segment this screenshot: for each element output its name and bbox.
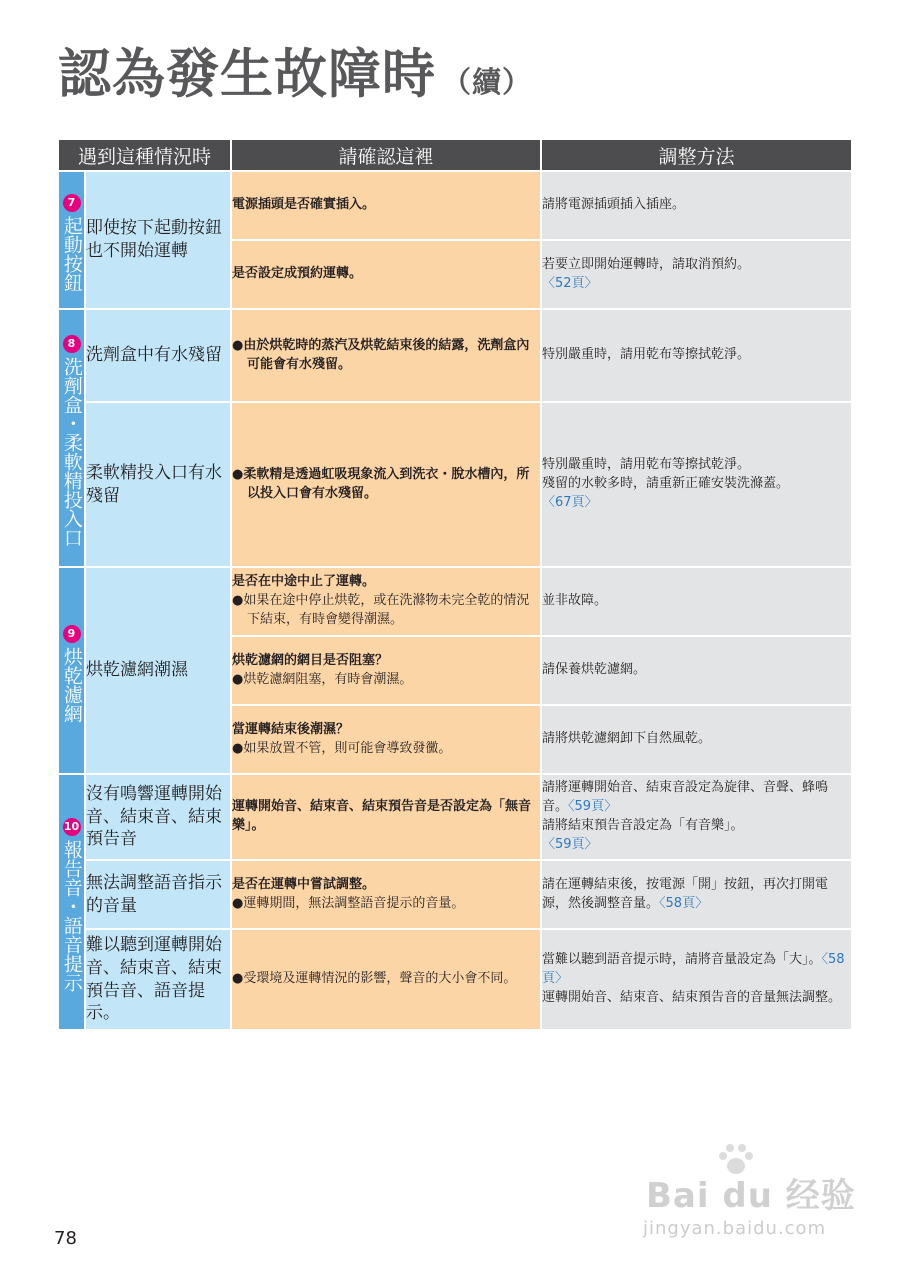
solution-cell — [541, 705, 852, 774]
check-cell — [231, 402, 541, 567]
symptom-cell: 烘乾濾網潮濕 — [85, 567, 231, 774]
check-bold-text: 是否在中途中止了運轉。 — [232, 574, 376, 590]
header-check: 請確認這裡 — [231, 139, 541, 171]
solution-cell — [541, 860, 852, 929]
check-cell — [231, 636, 541, 705]
header-situation: 遇到這種情況時 — [58, 139, 231, 171]
page-reference-link[interactable]: 〈58頁〉 — [542, 952, 845, 987]
table-row — [58, 860, 852, 929]
check-cell — [231, 567, 541, 636]
table-row — [58, 567, 852, 636]
check-bullet-text: ●柔軟精是透過虹吸現象流入到洗衣・脫水槽內，所以投入口會有水殘留。 — [232, 466, 530, 501]
troubleshooting-table — [57, 138, 853, 1031]
category-label: 洗劑盒・柔軟精投入口 — [60, 357, 83, 547]
check-bullet-text: ●由於烘乾時的蒸汽及烘乾結束後的結露，洗劑盒內可能會有水殘留。 — [232, 337, 530, 372]
check-bold-text: 是否設定成預約運轉。 — [232, 266, 363, 282]
symptom-cell: 即使按下起動按鈕也不開始運轉 — [85, 171, 231, 309]
solution-cell — [541, 240, 852, 309]
category-label: 烘乾濾網 — [60, 646, 83, 723]
page-reference-link[interactable]: 〈52頁〉 — [542, 275, 598, 291]
solution-text: 殘留的水較多時，請重新正確安裝洗滌蓋。 — [542, 476, 790, 492]
watermark-url: jingyan.baidu.com — [643, 1218, 827, 1239]
check-bullet-text: ●烘乾濾網阻塞，有時會潮濕。 — [232, 671, 413, 687]
check-cell — [231, 929, 541, 1030]
page-title-sub: （續） — [442, 65, 533, 99]
table-row — [58, 774, 852, 860]
table-row — [58, 309, 852, 402]
symptom-cell: 無法調整語音指示的音量 — [85, 860, 231, 929]
category-number-badge: 7 — [63, 194, 81, 212]
check-bold-text: 運轉開始音、結束音、結束預告音是否設定為「無音樂」。 — [232, 799, 532, 833]
check-cell — [231, 774, 541, 860]
header-row — [58, 139, 852, 171]
solution-text: 請保養烘乾濾網。 — [542, 662, 647, 678]
page-reference-link[interactable]: 〈59頁〉 — [542, 836, 598, 852]
category-8 — [58, 309, 85, 567]
watermark-logo: Bai du 经验 — [646, 1176, 856, 1216]
solution-cell — [541, 636, 852, 705]
category-7 — [58, 171, 85, 309]
check-bold-text: 電源插頭是否確實插入。 — [232, 197, 376, 213]
page-title-main: 認為發生故障時 — [58, 44, 436, 105]
solution-text: 當難以聽到語音提示時，請將音量設定為「大」。 — [542, 952, 822, 968]
page-title — [58, 44, 533, 105]
check-cell — [231, 860, 541, 929]
category-number-badge: 8 — [63, 335, 81, 353]
solution-text: 特別嚴重時，請用乾布等擦拭乾淨。 — [542, 457, 751, 473]
solution-text: 特別嚴重時，請用乾布等擦拭乾淨。 — [542, 347, 751, 363]
solution-cell — [541, 567, 852, 636]
symptom-cell: 沒有鳴響運轉開始音、結束音、結束預告音 — [85, 774, 231, 860]
solution-cell — [541, 402, 852, 567]
check-bold-text: 當運轉結束後潮濕？ — [232, 721, 350, 737]
check-cell — [231, 240, 541, 309]
category-9 — [58, 567, 85, 774]
solution-text: 請將結束預告音設定為「有音樂」。 — [542, 818, 744, 833]
check-cell — [231, 309, 541, 402]
check-bullet-text: ●受環境及運轉情況的影響，聲音的大小會不同。 — [232, 971, 517, 987]
check-bullet-text: ●如果放置不管，則可能會導致發黴。 — [232, 740, 452, 756]
page-reference-link[interactable]: 〈67頁〉 — [542, 494, 598, 510]
header-solution: 調整方法 — [541, 139, 852, 171]
check-bold-text: 烘乾濾網的網目是否阻塞？ — [232, 652, 389, 668]
check-bullet-text: ●如果在途中停止烘乾，或在洗滌物未完全乾的情況下結束，有時會變得潮濕。 — [232, 593, 530, 627]
check-cell — [231, 705, 541, 774]
category-10 — [58, 774, 85, 1030]
page-reference-link[interactable]: 〈58頁〉 — [659, 895, 709, 911]
page-reference-link[interactable]: 〈59頁〉 — [568, 799, 618, 815]
category-number-badge: 9 — [63, 625, 81, 643]
table-row — [58, 929, 852, 1030]
solution-cell — [541, 929, 852, 1030]
table-row — [58, 171, 852, 240]
page-number: 78 — [54, 1228, 77, 1249]
solution-text: 請將電源插頭插入插座。 — [542, 197, 686, 213]
solution-text: 請將運轉開始音、結束音設定為旋律、音聲、蜂鳴音。 — [542, 780, 829, 815]
symptom-cell: 洗劑盒中有水殘留 — [85, 309, 231, 402]
check-bold-text: 是否在運轉中嘗試調整。 — [232, 876, 376, 892]
symptom-cell: 柔軟精投入口有水殘留 — [85, 402, 231, 567]
solution-text: 請在運轉結束後，按電源「開」按鈕，再次打開電源，然後調整音量。 — [542, 876, 829, 911]
check-cell — [231, 171, 541, 240]
solution-text: 若要立即開始運轉時，請取消預約。 — [542, 256, 751, 272]
solution-text: 並非故障。 — [542, 593, 608, 609]
solution-cell — [541, 309, 852, 402]
solution-text: 請將烘乾濾網卸下自然風乾。 — [542, 731, 712, 747]
category-label: 起動按鈕 — [60, 216, 83, 292]
category-label: 報告音・語音提示 — [60, 840, 83, 992]
check-bullet-text: ●運轉期間，無法調整語音提示的音量。 — [232, 895, 465, 911]
solution-cell — [541, 774, 852, 860]
category-number-badge: 10 — [63, 818, 81, 836]
table-row — [58, 402, 852, 567]
symptom-cell: 難以聽到運轉開始音、結束音、結束預告音、語音提示。 — [85, 929, 231, 1030]
solution-text: 運轉開始音、結束音、結束預告音的音量無法調整。 — [542, 989, 842, 1005]
solution-cell — [541, 171, 852, 240]
